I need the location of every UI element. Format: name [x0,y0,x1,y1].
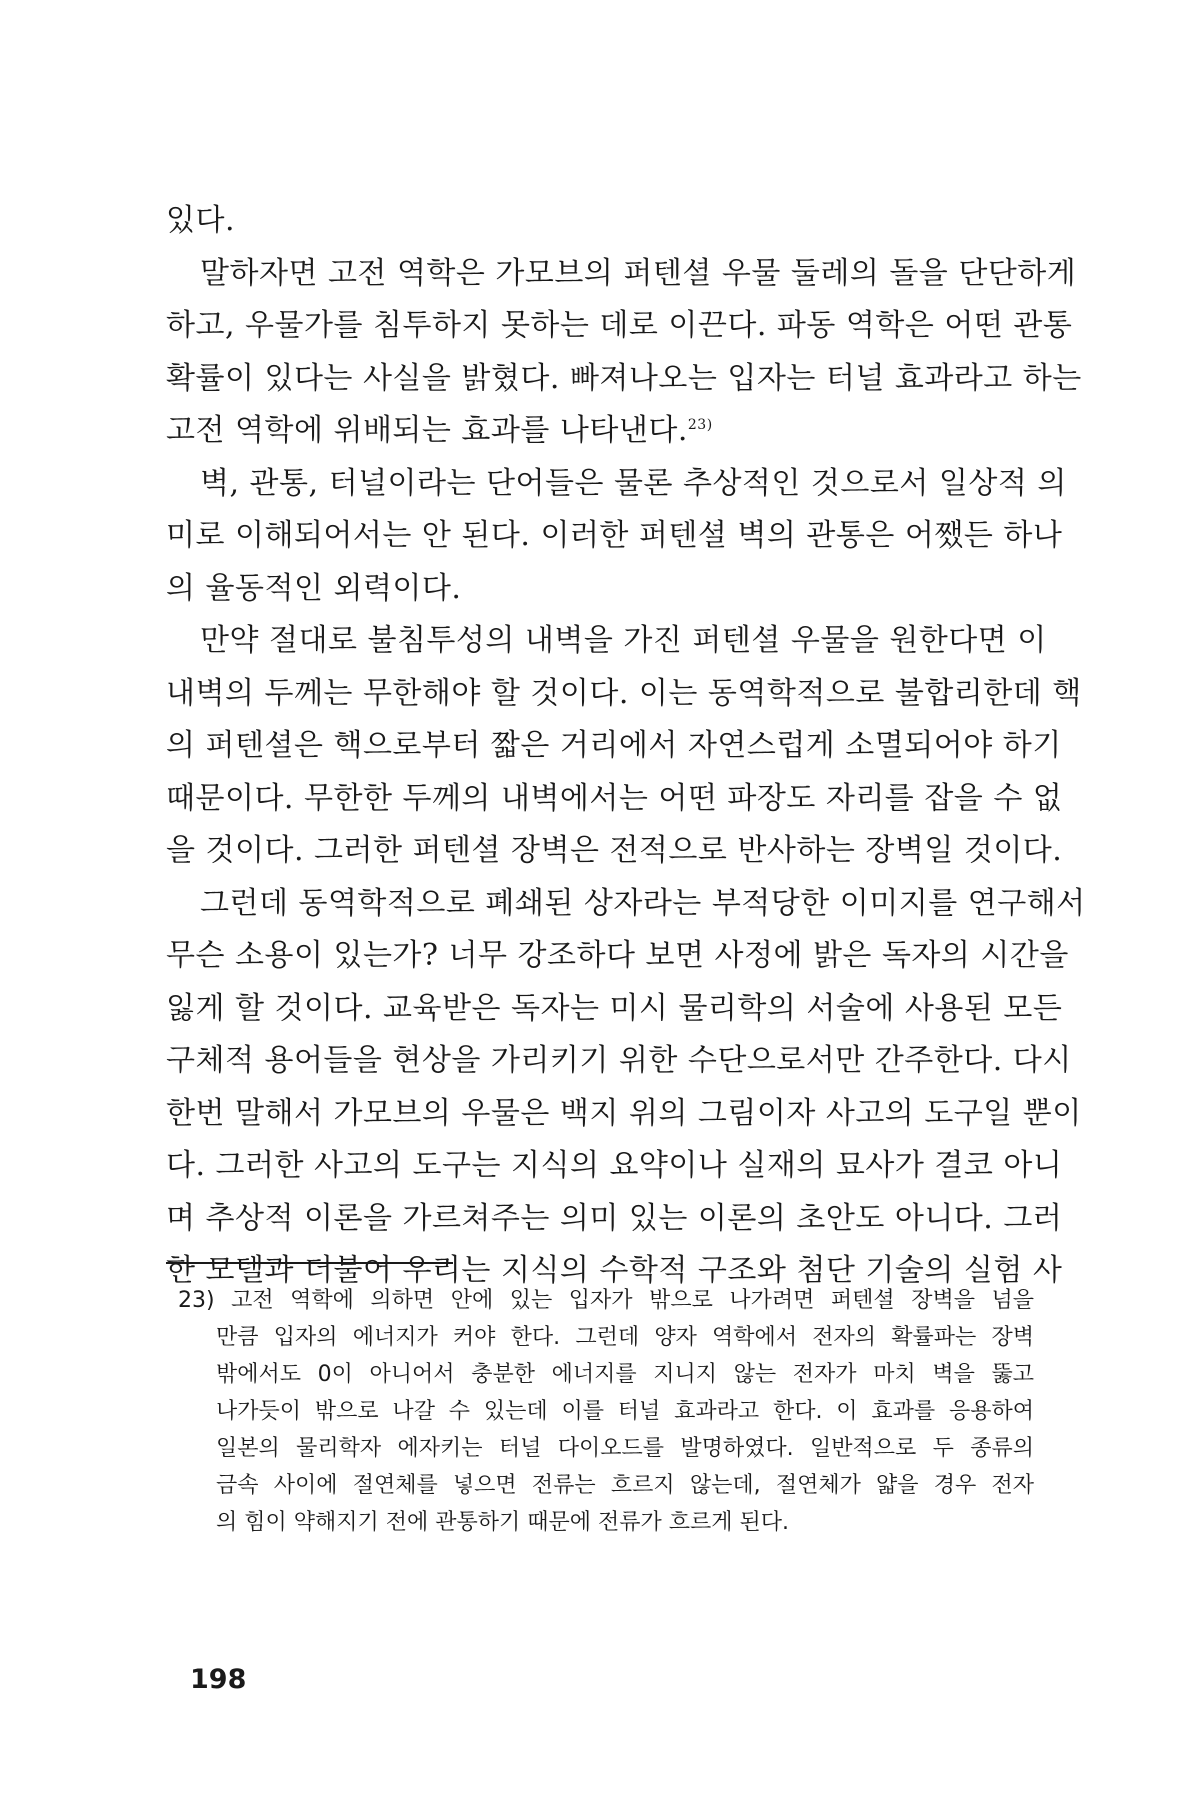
text-line: 을 것이다. 그러한 퍼텐셜 장벽은 전적으로 반사하는 장벽일 것이다. [166,833,1063,868]
text-line: 벽, 관통, 터널이라는 단어들은 물론 추상적인 것으로서 일상적 의 [200,465,1067,501]
text-line: 만약 절대로 불침투성의 내벽을 가진 퍼텐셜 우물을 원한다면 이 [200,623,1047,658]
text-line: 확률이 있다는 사실을 밝혔다. 빠져나오는 입자는 터널 효과라고 하는 [166,360,1082,396]
text-line [166,405,1034,458]
footnote-line: 나가듯이 밖으로 나갈 수 있는데 이를 터널 효과라고 한다. 이 효과를 응용하여 [216,1399,1034,1424]
footnote-line: 금속 사이에 절연체를 넣으면 전류는 흐르지 않는데, 절연체가 얇을 경우 전자 [216,1473,1034,1498]
text-line: 다. 그러한 사고의 도구는 지식의 요약이나 실재의 묘사가 결코 아니 [166,1148,1063,1183]
body-text [166,195,1086,1298]
text-line: 하고, 우물가를 침투하지 못하는 데로 이끈다. 파동 역학은 어떤 관통 [166,308,1073,343]
text-line: 때문이다. 무한한 두께의 내벽에서는 어떤 파장도 자리를 잡을 수 없 [166,780,1063,816]
text-line: 며 추상적 이론을 가르쳐주는 의미 있는 이론의 초안도 아니다. 그러 [166,1200,1063,1236]
text-line: 있다. [166,203,235,238]
text-line: 잃게 할 것이다. 교육받은 독자는 미시 물리학의 서술에 사용된 모든 [166,990,1063,1026]
text-line: 한번 말해서 가모브의 우물은 백지 위의 그림이자 사고의 도구일 뿐이 [166,1095,1082,1131]
footnote-divider [166,1262,453,1264]
footnote-reference: 23) [687,417,713,433]
page-number: 198 [190,1664,247,1695]
text-line: 무슨 소용이 있는가? 너무 강조하다 보면 사정에 밝은 독자의 시간을 [166,938,1069,973]
text-line: 그런데 동역학적으로 폐쇄된 상자라는 부적당한 이미지를 연구해서 [200,885,1086,921]
footnote-line: 23) 고전 역학에 의하면 안에 있는 입자가 밖으로 나가려면 퍼텐셜 장벽을 넘을 [178,1288,1034,1313]
footnote-line: 의 힘이 약해지기 전에 관통하기 때문에 전류가 흐르게 된다. [216,1510,789,1535]
footnote [166,1282,1034,1541]
footnote-line: 일본의 물리학자 에자키는 터널 다이오드를 발명하였다. 일반적으로 두 종류의 [216,1436,1034,1461]
text-line: 말하자면 고전 역학은 가모브의 퍼텐셜 우물 둘레의 돌을 단단하게 [200,255,1077,291]
text-line-content: 고전 역학에 위배되는 효과를 나타낸다. [166,413,688,448]
text-line: 한 모델과 더불어 우리는 지식의 수학적 구조와 첨단 기술의 실험 사 [166,1253,1063,1288]
footnote-line: 만큼 입자의 에너지가 커야 한다. 그런데 양자 역학에서 전자의 확률파는 장벽 [216,1325,1034,1350]
footnote-line: 밖에서도 0이 아니어서 충분한 에너지를 지니지 않는 전자가 마치 벽을 뚫고 [216,1362,1034,1387]
text-line: 의 율동적인 외력이다. [166,570,462,606]
text-line: 미로 이해되어서는 안 된다. 이러한 퍼텐셜 벽의 관통은 어쨌든 하나 [166,518,1063,553]
text-line: 의 퍼텐셜은 핵으로부터 짧은 거리에서 자연스럽게 소멸되어야 하기 [166,728,1062,763]
text-line: 구체적 용어들을 현상을 가리키기 위한 수단으로서만 간주한다. 다시 [166,1043,1072,1078]
text-line: 내벽의 두께는 무한해야 할 것이다. 이는 동역학적으로 불합리한데 핵 [166,675,1082,711]
